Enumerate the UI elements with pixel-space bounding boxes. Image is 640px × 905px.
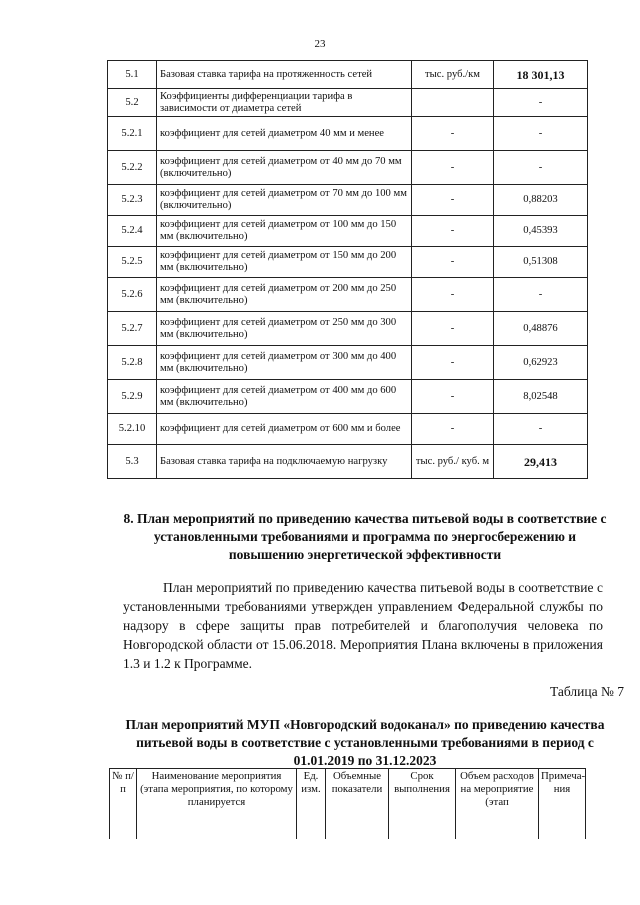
row-unit: - [412, 151, 494, 185]
row-number: 5.2.2 [108, 151, 157, 185]
row-unit: - [412, 346, 494, 380]
table-row [108, 278, 588, 312]
row-name: Коэффициенты дифференциации тарифа в зависимости от диаметра сетей [157, 89, 412, 117]
row-name: коэффициент для сетей диаметром от 200 мм до 250 мм (включительно) [157, 278, 412, 312]
row-number: 5.2.1 [108, 117, 157, 151]
row-number: 5.2.5 [108, 247, 157, 278]
row-name: коэффициент для сетей диаметром от 70 мм до 100 мм (включительно) [157, 185, 412, 216]
row-value: - [494, 89, 588, 117]
row-number: 5.2.8 [108, 346, 157, 380]
page-number: 23 [314, 38, 326, 50]
table-row [108, 414, 588, 445]
row-value: 0,51308 [494, 247, 588, 278]
header-cell-measure-name: Наименование мероприятия (этапа мероприятия, по которому планируется [137, 769, 297, 840]
row-unit: - [412, 380, 494, 414]
row-name: Базовая ставка тарифа на протяженность сетей [157, 61, 412, 89]
row-unit: - [412, 414, 494, 445]
header-cell-unit: Ед. изм. [297, 769, 326, 840]
row-unit: - [412, 185, 494, 216]
row-number: 5.2.7 [108, 312, 157, 346]
table-row [108, 216, 588, 247]
row-number: 5.1 [108, 61, 157, 89]
row-value: - [494, 151, 588, 185]
row-value: 8,02548 [494, 380, 588, 414]
table-row [108, 61, 588, 89]
row-value: 0,62923 [494, 346, 588, 380]
row-unit: тыс. руб./ куб. м [412, 445, 494, 479]
row-unit: тыс. руб./км [412, 61, 494, 89]
row-name: коэффициент для сетей диаметром от 300 мм до 400 мм (включительно) [157, 346, 412, 380]
row-name: коэффициент для сетей диаметром от 150 мм до 200 мм (включительно) [157, 247, 412, 278]
row-name: коэффициент для сетей диаметром 40 мм и менее [157, 117, 412, 151]
row-unit: - [412, 216, 494, 247]
row-unit: - [412, 117, 494, 151]
tariff-table [107, 60, 588, 479]
row-value: 29,413 [494, 445, 588, 479]
row-number: 5.3 [108, 445, 157, 479]
row-value: 0,45393 [494, 216, 588, 247]
row-number: 5.2.10 [108, 414, 157, 445]
row-number: 5.2.9 [108, 380, 157, 414]
plan-table [109, 768, 586, 839]
row-unit: - [412, 312, 494, 346]
table-row [108, 312, 588, 346]
row-name: коэффициент для сетей диаметром от 600 мм и более [157, 414, 412, 445]
row-name: Базовая ставка тарифа на подключаемую нагрузку [157, 445, 412, 479]
row-value: - [494, 117, 588, 151]
table-row [108, 117, 588, 151]
row-name: коэффициент для сетей диаметром от 250 мм до 300 мм (включительно) [157, 312, 412, 346]
header-cell-number: № п/п [110, 769, 137, 840]
row-value: - [494, 278, 588, 312]
row-number: 5.2.6 [108, 278, 157, 312]
header-cell-volume: Объемные показатели [326, 769, 389, 840]
row-number: 5.2 [108, 89, 157, 117]
row-number: 5.2.4 [108, 216, 157, 247]
header-cell-deadline: Срок выполнения [389, 769, 456, 840]
row-value: 0,48876 [494, 312, 588, 346]
table-row [108, 247, 588, 278]
plan-table-heading: План мероприятий МУП «Новгородский водоканал» по приведению качества питьевой воды в соответствие с установленными требованиями в период с 01.01.2019 по 31.12.2023 [125, 717, 605, 768]
row-value: 0,88203 [494, 185, 588, 216]
table-row [108, 89, 588, 117]
table-row [108, 346, 588, 380]
section-heading: 8. План мероприятий по приведению качества питьевой воды в соответствие с установленными требованиями и программа по энергосбережению и повышению энергетической эффективности [123, 511, 607, 562]
body-paragraph: План мероприятий по приведению качества питьевой воды в соответствие с установленными требованиями утвержден управлением Федеральной службы по надзору в сфере защиты прав потребителей и благополучия человека по Новгородской области от 15.06.2018. Мероприятия Плана включены в приложения 1.3 и 1.2 к Программе. [123, 580, 603, 671]
table-row [108, 151, 588, 185]
plan-table-header-row [110, 769, 586, 840]
table-row [108, 380, 588, 414]
header-cell-notes: Примеча- ния [539, 769, 586, 840]
table-row [108, 445, 588, 479]
row-unit: - [412, 247, 494, 278]
row-value: - [494, 414, 588, 445]
row-value: 18 301,13 [494, 61, 588, 89]
row-number: 5.2.3 [108, 185, 157, 216]
header-cell-costs: Объем расходов на мероприятие (этап [456, 769, 539, 840]
table-label: Таблица № 7 [550, 684, 624, 699]
row-unit: - [412, 278, 494, 312]
row-unit [412, 89, 494, 117]
table-row [108, 185, 588, 216]
row-name: коэффициент для сетей диаметром от 400 мм до 600 мм (включительно) [157, 380, 412, 414]
row-name: коэффициент для сетей диаметром от 100 мм до 150 мм (включительно) [157, 216, 412, 247]
row-name: коэффициент для сетей диаметром от 40 мм до 70 мм (включительно) [157, 151, 412, 185]
